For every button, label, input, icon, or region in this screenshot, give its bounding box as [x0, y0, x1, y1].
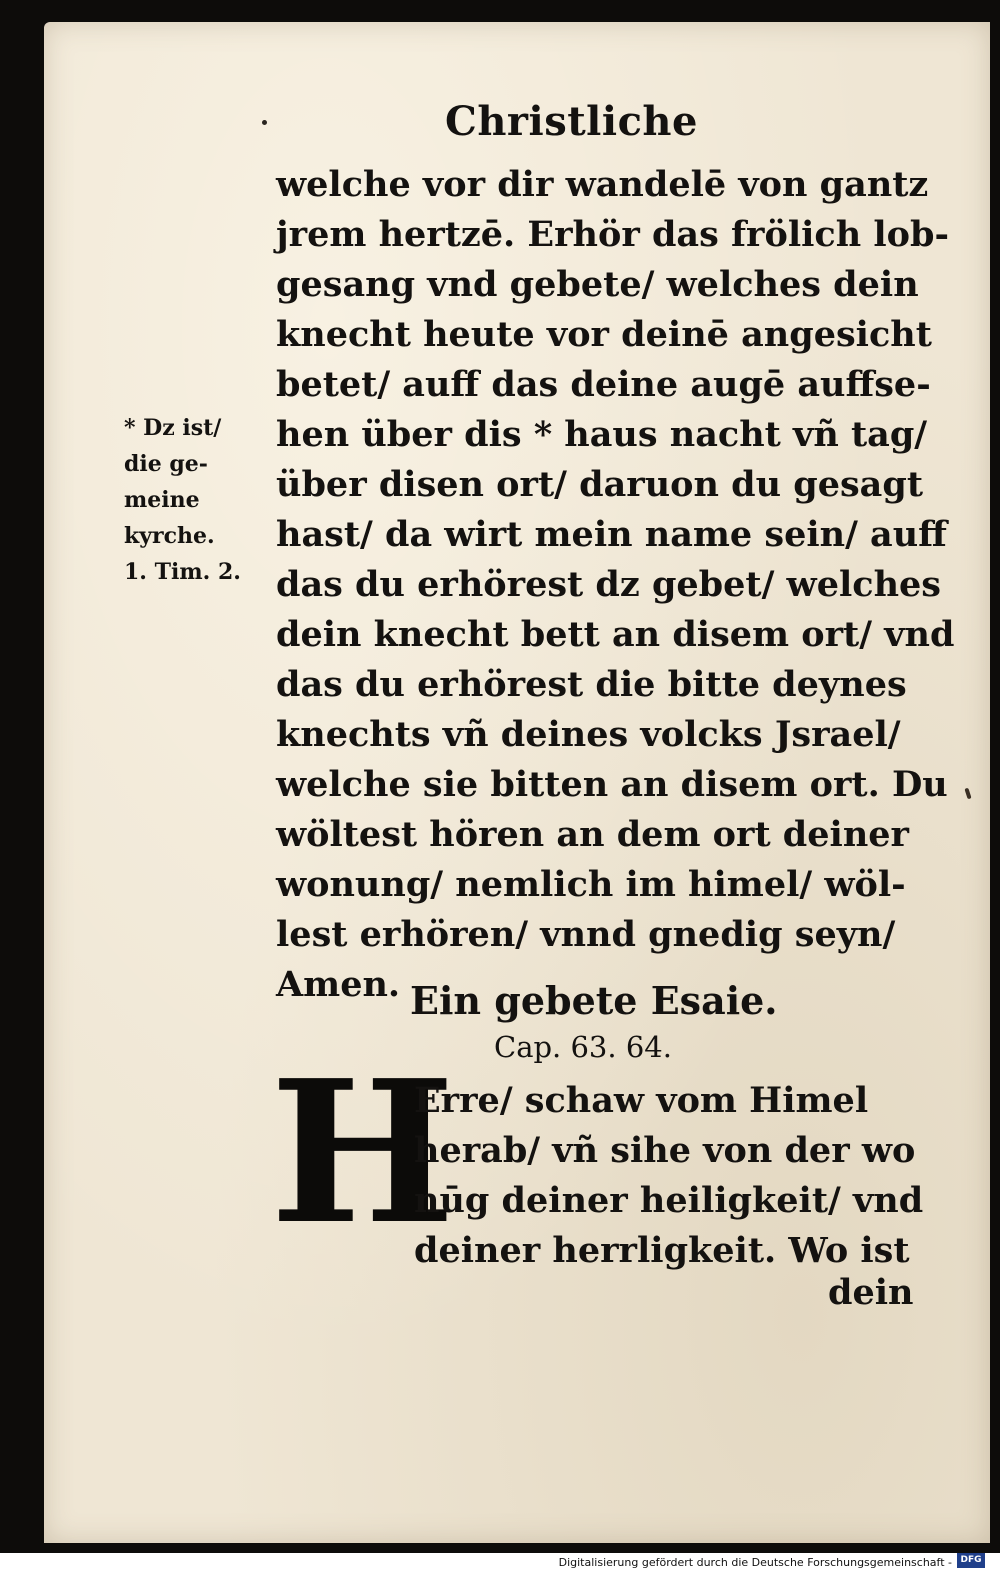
text-line: gesang vnd gebete/ welches dein — [276, 264, 919, 305]
text-line: dein knecht bett an disem ort/ vnd — [276, 614, 955, 655]
marginal-note-line: meine — [124, 487, 200, 513]
text-line: hast/ da wirt mein name sein/ auff — [276, 514, 947, 555]
text-line: deiner herrligkeit. Wo ist — [414, 1230, 910, 1271]
text-line: welche sie bitten an disem ort. Du — [276, 764, 948, 805]
text-line: Amen. — [276, 964, 401, 1005]
decorated-initial: H — [270, 1038, 456, 1268]
marginal-note-line: kyrche. — [124, 523, 215, 549]
text-line: jrem hertzē. Erhör das frölich lob- — [276, 214, 950, 255]
text-line: lest erhören/ vnnd gnedig seyn/ — [276, 914, 896, 955]
dfg-logo: DFG — [957, 1553, 985, 1568]
marginal-note — [124, 410, 241, 590]
text-line: das du erhörest dz gebet/ welches — [276, 564, 941, 605]
section-chapter: Cap. 63. 64. — [494, 1030, 672, 1064]
funding-credit: Digitalisierung gefördert durch die Deutsche Forschungsgemeinschaft - — [558, 1556, 952, 1569]
text-line: nūg deiner heiligkeit/ vnd — [414, 1180, 924, 1221]
prayer-text — [414, 1076, 923, 1276]
text-line: wöltest hören an dem ort deiner — [276, 814, 909, 855]
ink-dot — [262, 120, 267, 125]
marginal-note-line: * Dz ist/ — [124, 415, 222, 441]
text-line: knechts vñ deines volcks Jsrael/ — [276, 714, 901, 755]
marginal-note-line: die ge- — [124, 451, 208, 477]
text-line: Erre/ schaw vom Himel — [414, 1080, 869, 1121]
text-line: wonung/ nemlich im himel/ wöl- — [276, 864, 906, 905]
catchword: dein — [828, 1272, 914, 1313]
body-text — [276, 160, 955, 1010]
text-line: das du erhörest die bitte deynes — [276, 664, 907, 705]
marginal-note-line: 1. Tim. 2. — [124, 559, 241, 585]
text-line: über disen ort/ daruon du gesagt — [276, 464, 923, 505]
text-line: betet/ auff das deine augē auffse- — [276, 364, 931, 405]
text-line: knecht heute vor deinē angesicht — [276, 314, 932, 355]
running-head: Christliche — [445, 98, 698, 145]
text-line: hen über dis * haus nacht vñ tag/ — [276, 414, 928, 455]
text-line: welche vor dir wandelē von gantz — [276, 164, 929, 205]
text-line: herab/ vñ sihe von der wo — [414, 1130, 916, 1171]
section-heading: Ein gebete Esaie. — [410, 978, 778, 1023]
